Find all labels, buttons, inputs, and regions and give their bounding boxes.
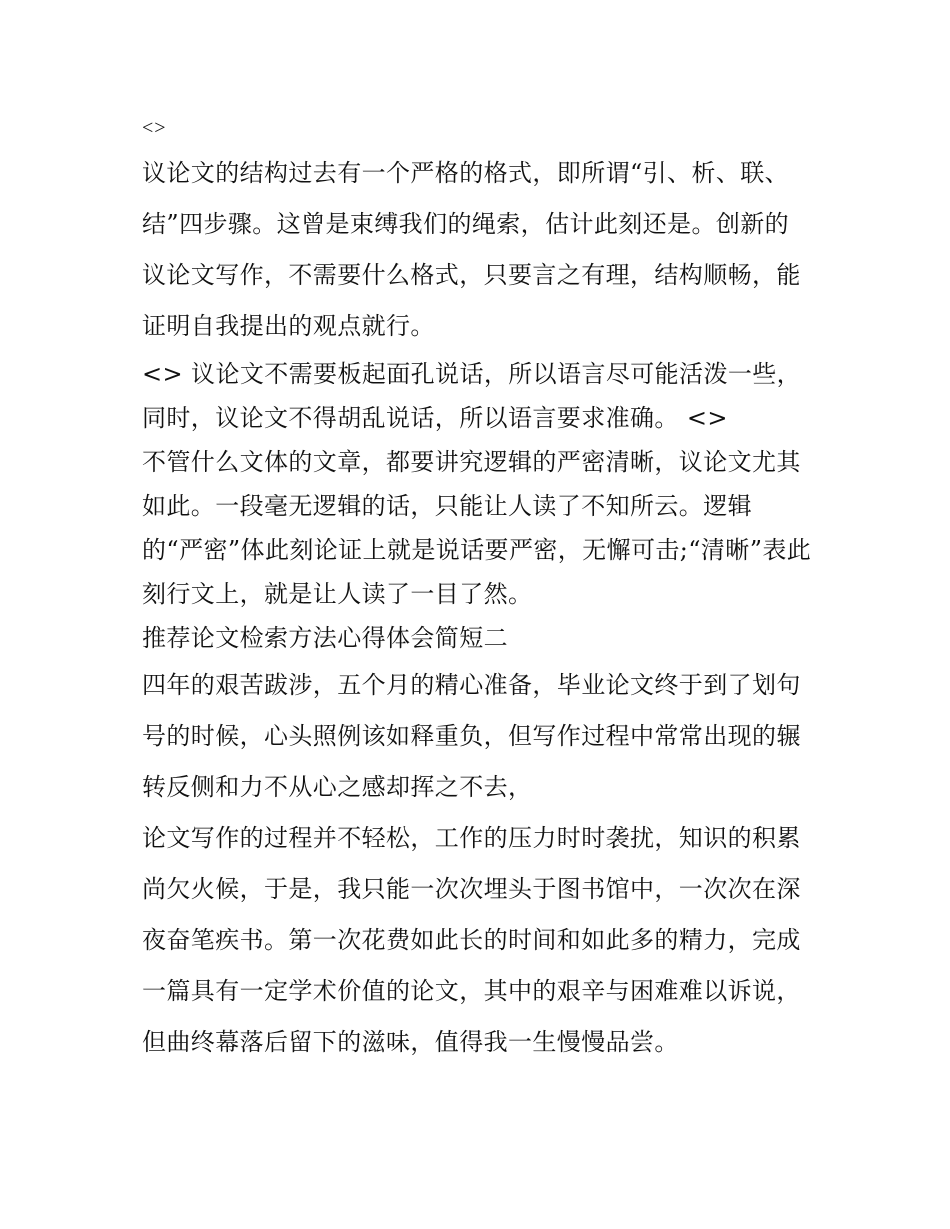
text-line: 转反侧和力不从心之感却挥之不去，	[142, 773, 533, 801]
text-line: 尚欠火候，于是，我只能一次次埋头于图书馆中，一次次在深	[142, 875, 801, 903]
text-line: 不管什么文体的文章，都要讲究逻辑的严密清晰，议论文尤其	[142, 448, 801, 476]
section-marker: <>	[142, 117, 167, 139]
text-line: 夜奋笔疾书。第一次花费如此长的时间和如此多的精力，完成	[142, 926, 801, 954]
text-line: 号的时候，心头照例该如释重负，但写作过程中常常出现的辗	[142, 722, 801, 750]
text-line: <> 议论文不需要板起面孔说话，所以语言尽可能活泼一些，	[142, 360, 802, 388]
text-line: 一篇具有一定学术价值的论文，其中的艰辛与困难难以诉说，	[142, 977, 801, 1005]
section-heading: 推荐论文检索方法心得体会简短二	[142, 624, 508, 652]
text-line: 但曲终幕落后留下的滋味，值得我一生慢慢品尝。	[142, 1028, 679, 1056]
text-line: 议论文的结构过去有一个严格的格式，即所谓“引、析、联、	[142, 159, 790, 187]
text-line: 同时，议论文不得胡乱说话，所以语言要求准确。 <>	[142, 404, 728, 432]
text-line: 四年的艰苦跋涉，五个月的精心准备，毕业论文终于到了划句	[142, 671, 801, 699]
document-body	[142, 108, 822, 1068]
text-line: 议论文写作，不需要什么格式，只要言之有理，结构顺畅，能	[142, 261, 801, 289]
text-line: 结”四步骤。这曾是束缚我们的绳索，估计此刻还是。创新的	[142, 210, 790, 238]
text-line: 证明自我提出的观点就行。	[142, 312, 435, 340]
text-line: 论文写作的过程并不轻松，工作的压力时时袭扰，知识的积累	[142, 824, 801, 852]
text-line: 的“严密”体此刻论证上就是说话要严密，无懈可击;“清晰”表此	[142, 536, 812, 564]
text-line: 刻行文上，就是让人读了一目了然。	[142, 580, 533, 608]
text-line: 如此。一段毫无逻辑的话，只能让人读了不知所云。逻辑	[142, 492, 752, 520]
